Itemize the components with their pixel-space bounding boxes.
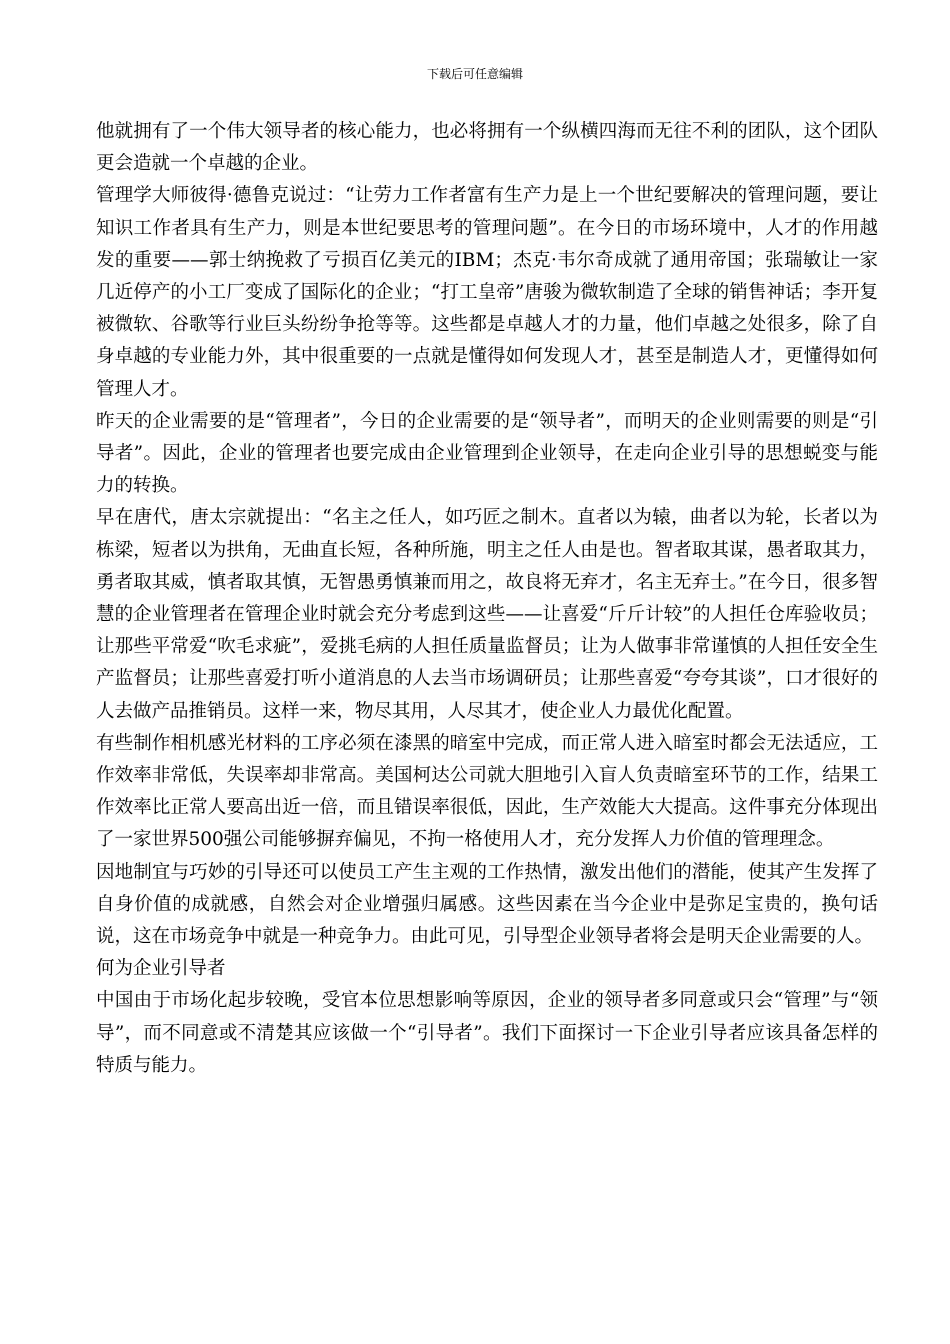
paragraph: 早在唐代，唐太宗就提出：“名主之任人，如巧匠之制木。直者以为辕，曲者以为轮，长者以为栋梁，短者以为拱角，无曲直长短，各种所施，明主之任人由是也。智者取其谋，愚者取其力，勇者取其威，慎者取其慎，无智愚勇慎兼而用之，故良将无弃才，名主无弃士。”在今日，很多智慧的企业管理者在管理企业时就会充分考虑到这些——让喜爱“斤斤计较”的人担任仓库验收员；让那些平常爱“吹毛求疵”，爱挑毛病的人担任质量监督员；让为人做事非常谨慎的人担任安全生产监督员；让那些喜爱打听小道消息的人去当市场调研员；让那些喜爱“夸夸其谈”，口才很好的人去做产品推销员。这样一来，物尽其用，人尽其才，使企业人力最优化配置。 (96, 507, 878, 722)
paragraph: 昨天的企业需要的是“管理者”，今日的企业需要的是“领导者”，而明天的企业则需要的则是“引导者”。因此，企业的管理者也要完成由企业管理到企业领导，在走向企业引导的思想蜕变与能力的转换。 (96, 410, 878, 497)
paragraph: 有些制作相机感光材料的工序必须在漆黑的暗室中完成，而正常人进入暗室时都会无法适应，工作效率非常低，失误率却非常高。美国柯达公司就大胆地引入盲人负责暗室环节的工作，结果工作效率比正常人要高出近一倍，而且错误率很低，因此，生产效能大大提高。这件事充分体现出了一家世界500强公司能够摒弃偏见，不拘一格使用人才，充分发挥人力价值的管理理念。 (96, 732, 878, 851)
page-header: 下载后可任意编辑 (426, 67, 523, 81)
paragraph: 管理学大师彼得·德鲁克说过：“让劳力工作者富有生产力是上一个世纪要解决的管理问题，要让知识工作者具有生产力，则是本世纪要思考的管理问题”。在今日的市场环境中，人才的作用越发的重要——郭士纳挽救了亏损百亿美元的IBM；杰克·韦尔奇成就了通用帝国；张瑞敏让一家几近停产的小工厂变成了国际化的企业；“打工皇帝”唐骏为微软制造了全球的销售神话；李开复被微软、谷歌等行业巨头纷纷争抢等等。这些都是卓越人才的力量，他们卓越之处很多，除了自身卓越的专业能力外，其中很重要的一点就是懂得如何发现人才，甚至是制造人才，更懂得如何管理人才。 (96, 185, 878, 400)
paragraph: 中国由于市场化起步较晚，受官本位思想影响等原因，企业的领导者多同意或只会“管理”与“领导”，而不同意或不清楚其应该做一个“引导者”。我们下面探讨一下企业引导者应该具备怎样的特质与能力。 (96, 990, 878, 1076)
document-body (96, 116, 878, 1082)
paragraph: 因地制宜与巧妙的引导还可以使员工产生主观的工作热情，激发出他们的潜能，使其产生发挥了自身价值的成就感，自然会对企业增强归属感。这些因素在当今企业中是弥足宝贵的，换句话说，这在市场竞争中就是一种竞争力。由此可见，引导型企业领导者将会是明天企业需要的人。 (96, 861, 878, 948)
paragraph: 他就拥有了一个伟大领导者的核心能力，也必将拥有一个纵横四海而无往不利的团队，这个团队更会造就一个卓越的企业。 (96, 121, 878, 175)
section-heading: 何为企业引导者 (96, 958, 226, 980)
